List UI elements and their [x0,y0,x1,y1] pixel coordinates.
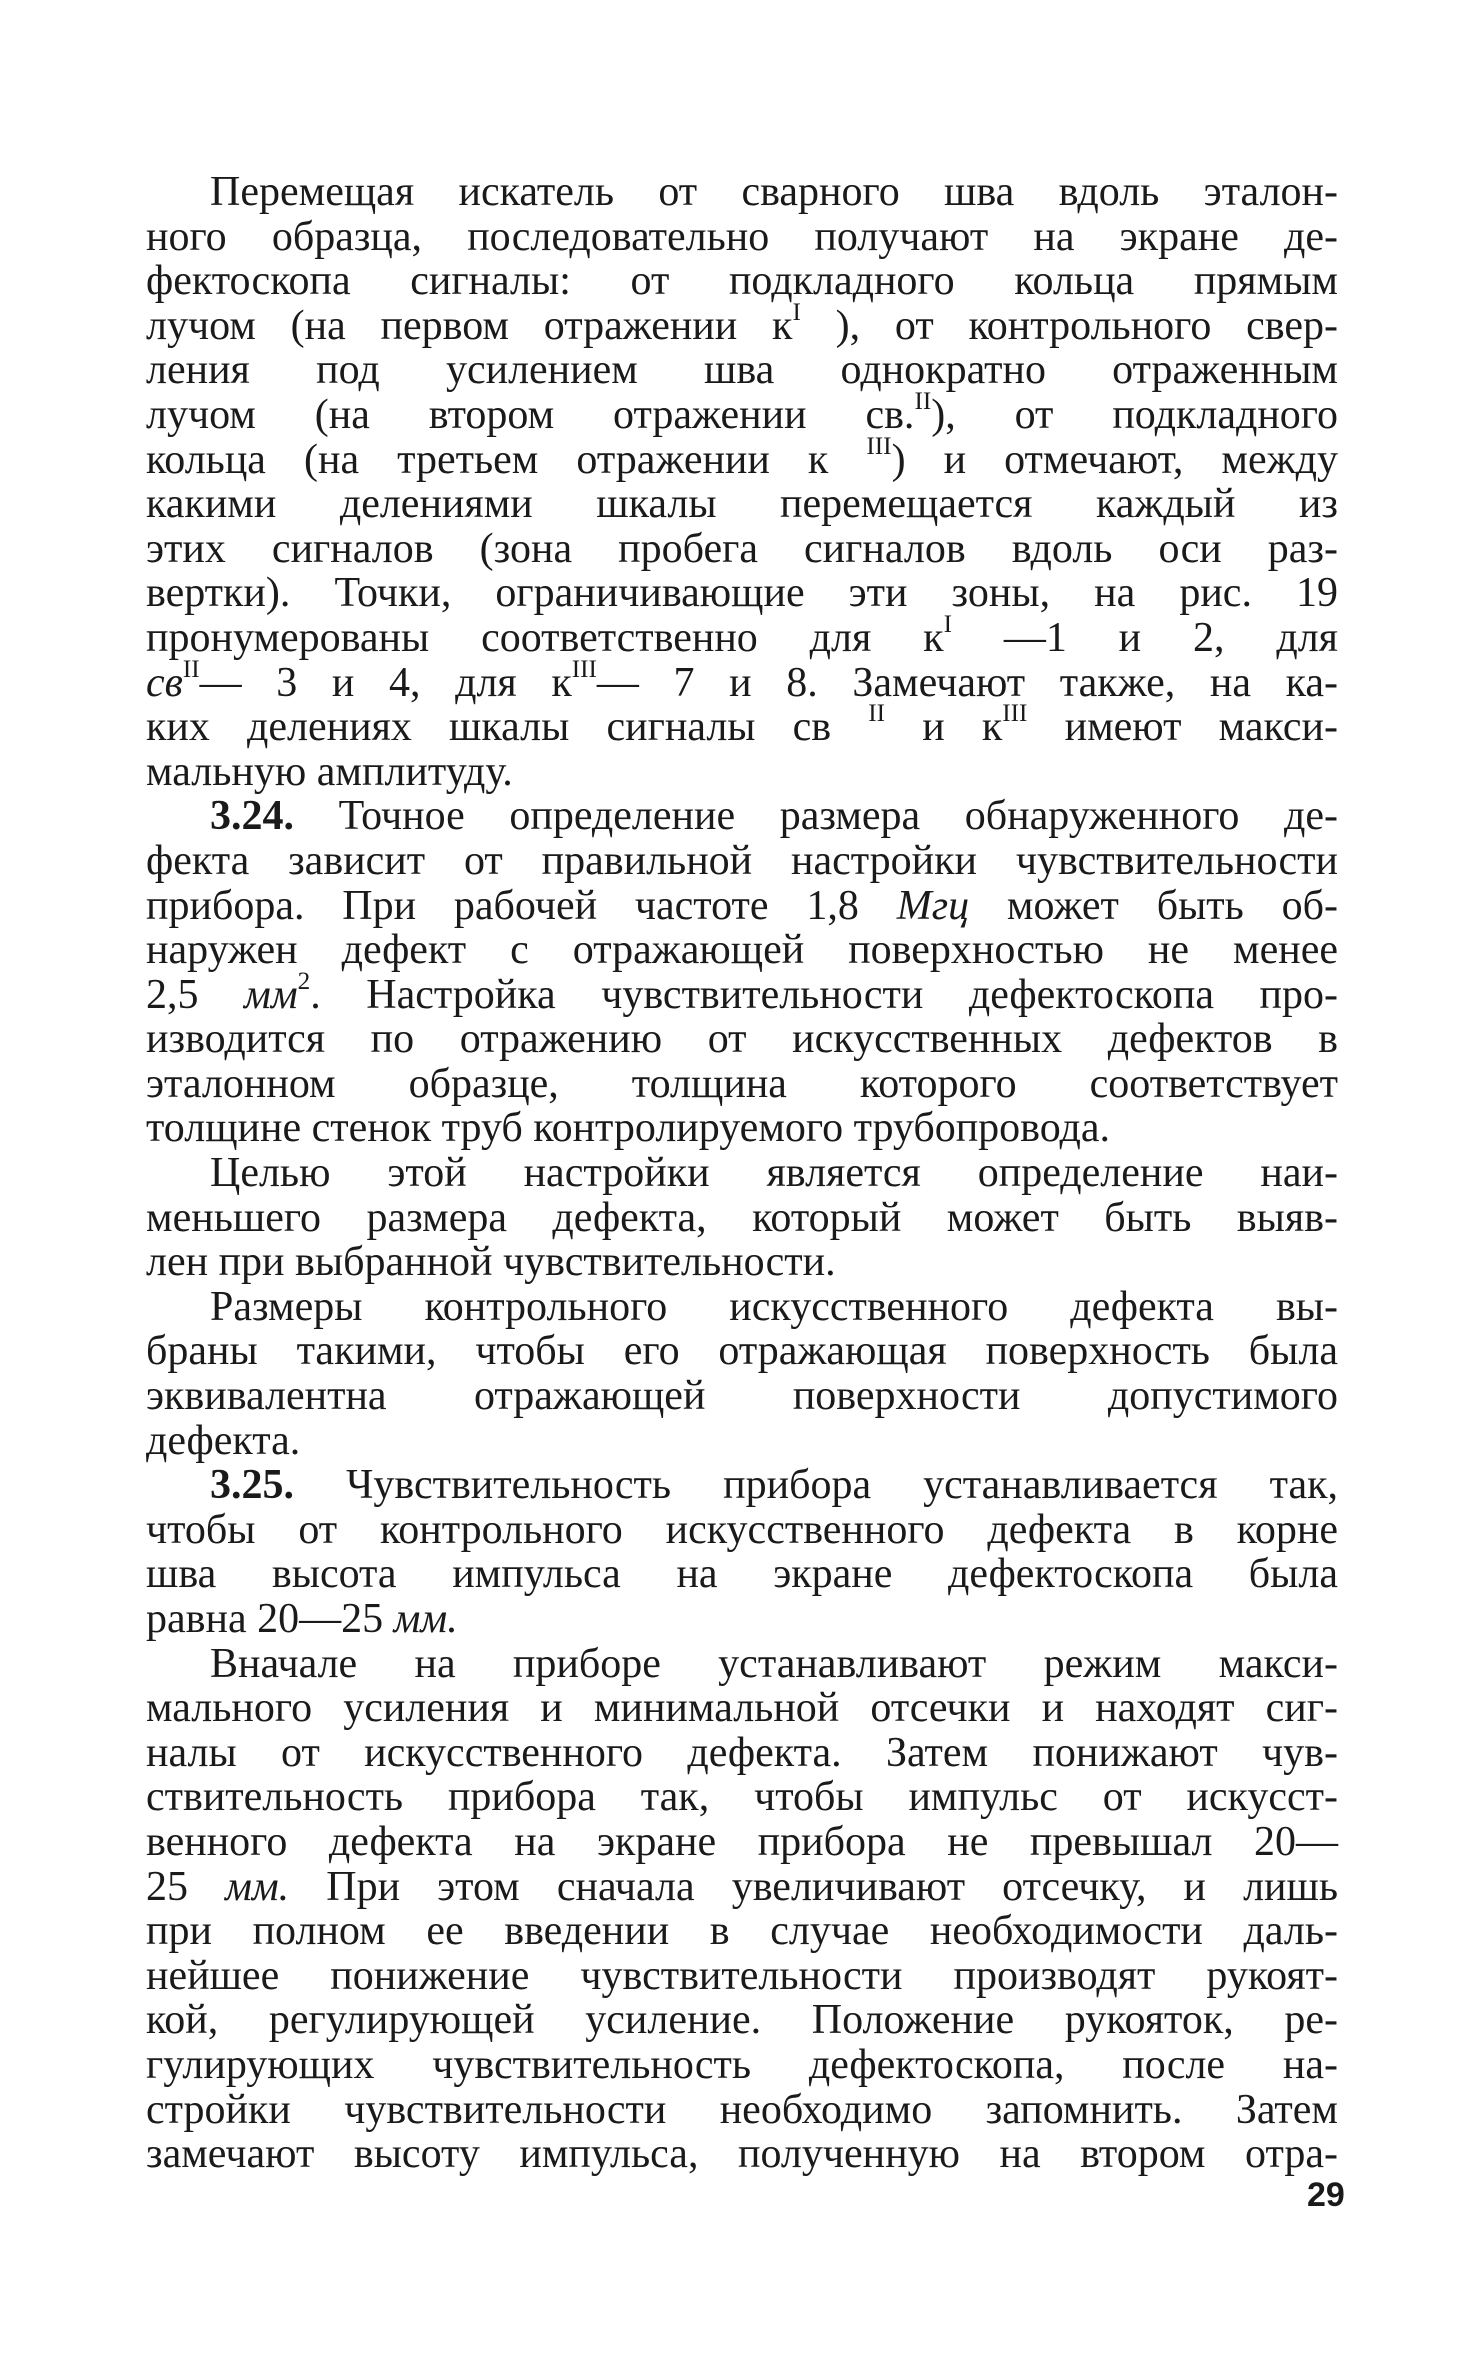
text-line: меньшего размера дефекта, который может быть выяв- [146,1194,1338,1241]
text-line: дефекта. [146,1417,301,1464]
text-line: замечают высоту импульса, полученную на втором отра- [146,2131,1338,2178]
text-line: лучом (на втором отражении св.$^{II}$), от подкладного [146,388,1338,438]
text-line: лен при выбранной чувствительности. [146,1239,836,1286]
text-line: фекта зависит от правильной настройки чувствительности [146,837,1338,884]
text-line: гулирующих чувствительность дефектоскопа, после на- [146,2041,1338,2088]
text-line: чтобы от контрольного искусственного дефекта в корне [146,1506,1338,1553]
text-line: шва высота импульса на экране дефектоскопа была [146,1551,1338,1598]
paragraph-purpose [146,1151,1338,1285]
text-line: при полном ее введении в случае необходимости даль- [146,1908,1338,1955]
text-line: ких делениях шкалы сигналы св $^{II}$ и $к^{III}$ имеют макси- [146,700,1339,751]
text-line: пронумерованы соответственно для $к^I$ —1 и 2, для [146,611,1339,661]
text-line: кольца (на третьем отражении к $^{III}$) и отмечают, между [146,432,1338,483]
text-line: ного образца, последовательно получают на экране де- [146,213,1338,260]
paragraph-3-24 [146,794,1338,1151]
text-line: $св^{II}—$ 3 и 4, для $к^{III}—$ 7 и 8. Замечают также, на ка- [146,655,1339,706]
paragraph-dimensions [146,1285,1338,1463]
text-line: мальную амплитуду. [146,748,513,795]
text-line: 3.24. Точное определение размера обнаруженного де- [210,793,1338,840]
text-line: ления под усилением шва однократно отраженным [146,347,1338,394]
text-line: стройки чувствительности необходимо запомнить. Затем [146,2086,1338,2133]
text-line: мального усиления и минимальной отсечки и находят сиг- [146,1685,1338,1732]
page-number: 29 [1307,2176,1345,2214]
text-line: эталонном образце, толщина которого соответствует [146,1060,1338,1107]
text-line: вертки). Точки, ограничивающие эти зоны, на рис. 19 [146,570,1338,617]
text-line: фектоскопа сигналы: от подкладного кольца прямым [146,258,1338,305]
text-line: браны такими, чтобы его отражающая поверхность была [146,1328,1338,1375]
text-line: эквивалентна отражающей поверхности допустимого [146,1373,1338,1420]
text-line: Целью этой настройки является определение наи- [210,1150,1338,1197]
text-line: ствительность прибора так, чтобы импульс от искусст- [146,1774,1338,1821]
text-line: Перемещая искатель от сварного шва вдоль эталон- [210,169,1338,215]
text-line: 3.25. Чувствительность прибора устанавливается так, [210,1462,1339,1509]
text-line: какими делениями шкалы перемещается каждый из [146,481,1338,528]
text-line: равна 20—25 мм. [146,1596,458,1642]
text-line: прибора. При рабочей частоте 1,8 Мгц может быть об- [146,882,1338,929]
text-line: Размеры контрольного искусственного дефекта вы- [210,1283,1338,1330]
section-number: 3.25. [210,1462,294,1509]
text-line: толщине стенок труб контролируемого трубопровода. [146,1105,1111,1152]
text-line: налы от искусственного дефекта. Затем понижают чув- [146,1729,1338,1776]
text-line: Вначале на приборе устанавливают режим макси- [210,1640,1338,1687]
text-line: нейшее понижение чувствительности производят рукоят- [146,1952,1338,1999]
paragraph-1 [146,170,1338,794]
paragraph-procedure [146,1642,1338,2177]
text-line: 2,5 $мм^2$. Настройка чувствительности дефектоскопа про- [146,967,1338,1018]
text-line: лучом (на первом отражении $к^I$ ), от контрольного свер- [146,298,1338,349]
text-line: наружен дефект с отражающей поверхностью не менее [146,927,1338,974]
text-line: изводится по отражению от искусственных дефектов в [146,1016,1338,1063]
text-line: кой, регулирующей усиление. Положение рукояток, ре- [146,1997,1338,2044]
section-number: 3.24. [210,793,294,840]
text-line: венного дефекта на экране прибора не превышал 20— [146,1818,1338,1865]
page-body [146,170,1338,2177]
paragraph-3-25 [146,1463,1338,1641]
text-line: этих сигналов (зона пробега сигналов вдоль оси раз- [146,525,1338,572]
text-line: 25 мм. При этом сначала увеличивают отсечку, и лишь [146,1863,1338,1910]
